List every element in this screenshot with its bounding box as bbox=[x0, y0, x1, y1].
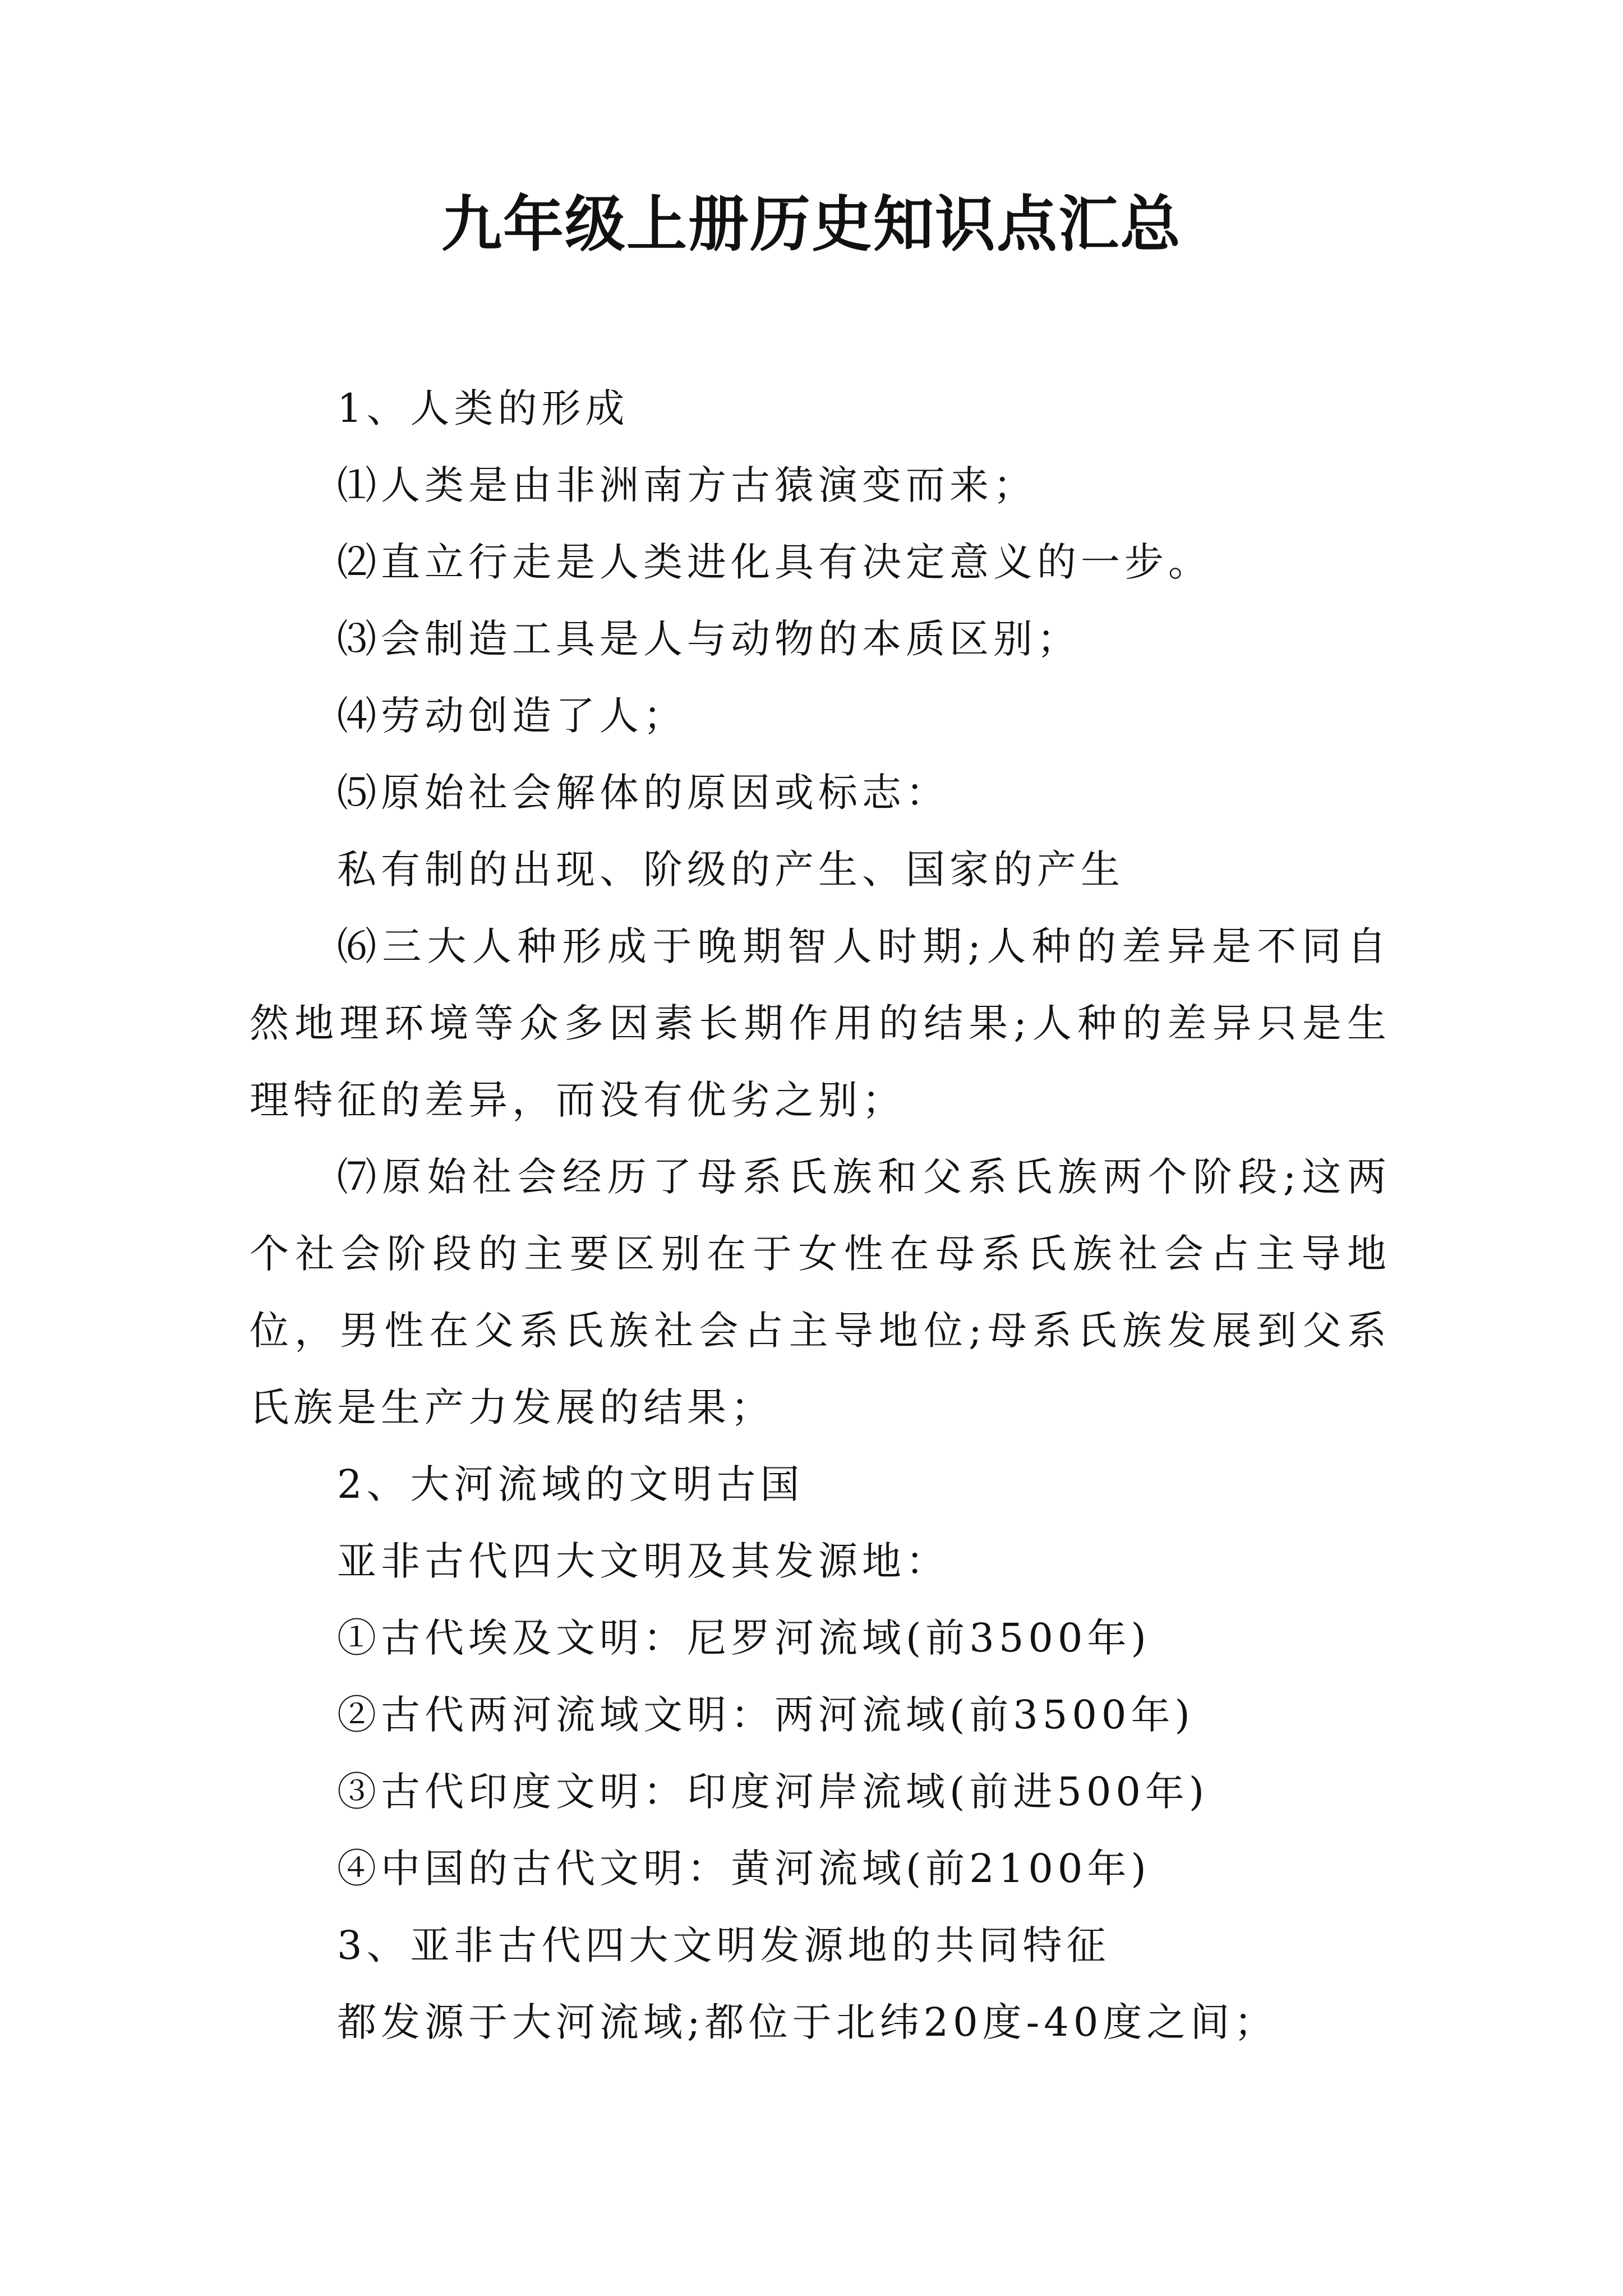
list-item-4: ④中国的古代文明：黄河流域(前2100年) bbox=[337, 1846, 1151, 1892]
list-item-1: ①古代埃及文明：尼罗河流域(前3500年) bbox=[337, 1615, 1151, 1661]
paragraph-1: ⑴人类是由非洲南方古猿演变而来； bbox=[337, 462, 1037, 508]
section-heading-3: 3、亚非古代四大文明发源地的共同特征 bbox=[337, 1922, 1110, 1968]
paragraph-6: 私有制的出现、阶级的产生、国家的产生 bbox=[337, 846, 1124, 892]
paragraph-10: 亚非古代四大文明及其发源地： bbox=[337, 1538, 949, 1584]
list-item-3: ③古代印度文明：印度河岸流域(前进500年) bbox=[337, 1769, 1209, 1815]
paragraph-4: ⑷劳动创造了人； bbox=[337, 693, 687, 739]
section-heading-2: 2、大河流域的文明古国 bbox=[337, 1461, 804, 1507]
paragraph-7: ⑹三大人种形成于晚期智人时期;人种的差异是不同自然地理环境等众多因素长期作用的结果;人种的差异只是生理特征的差异，而没有优劣之别； bbox=[250, 923, 1391, 1123]
paragraph-3: ⑶会制造工具是人与动物的本质区别； bbox=[337, 616, 1081, 662]
list-item-2: ②古代两河流域文明：两河流域(前3500年) bbox=[337, 1692, 1195, 1738]
paragraph-2: ⑵直立行走是人类进化具有决定意义的一步。 bbox=[337, 539, 1212, 585]
document-body bbox=[250, 370, 1391, 2061]
section-heading-1: 1、人类的形成 bbox=[337, 385, 629, 431]
paragraph-8: ⑺原始社会经历了母系氏族和父系氏族两个阶段;这两个社会阶段的主要区别在于女性在母系氏族社会占主导地位，男性在父系氏族社会占主导地位;母系氏族发展到父系氏族是生产力发展的结果； bbox=[250, 1154, 1391, 1430]
document-title: 九年级上册历史知识点汇总 bbox=[441, 189, 1182, 260]
paragraph-5: ⑸原始社会解体的原因或标志： bbox=[337, 770, 949, 816]
paragraph-16: 都发源于大河流域;都位于北纬20度-40度之间； bbox=[337, 1999, 1278, 2045]
